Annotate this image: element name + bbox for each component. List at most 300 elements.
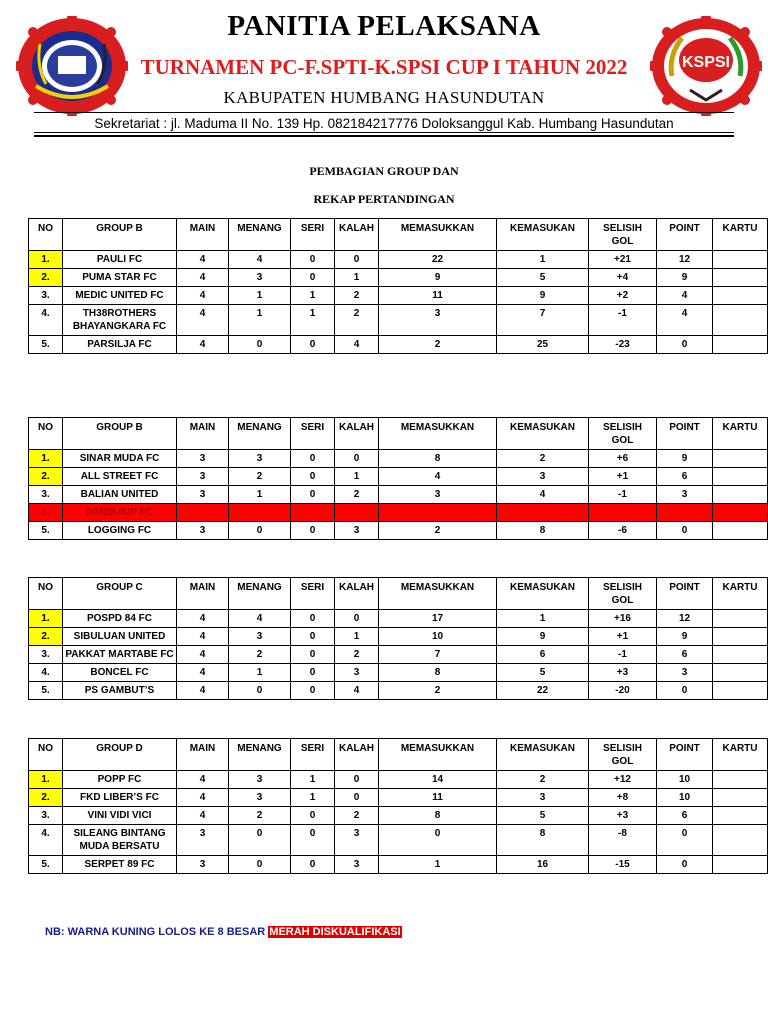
column-header-main: MAIN (177, 578, 229, 610)
column-header-kalah: KALAH (335, 219, 379, 251)
cell-no: 4. (29, 664, 63, 682)
cell-selisih: +1 (589, 468, 657, 486)
cell-memasukkan: 8 (379, 450, 497, 468)
cell-memasukkan: 2 (379, 522, 497, 540)
cell-kalah: 0 (335, 789, 379, 807)
cell-menang: 3 (229, 771, 291, 789)
cell-kalah (335, 504, 379, 522)
cell-no: 4. (29, 305, 63, 336)
cell-main: 4 (177, 287, 229, 305)
cell-no: 5. (29, 522, 63, 540)
table-row (29, 269, 768, 287)
cell-kartu (713, 305, 768, 336)
cell-kemasukan: 9 (497, 287, 589, 305)
cell-no: 3. (29, 807, 63, 825)
cell-kartu (713, 646, 768, 664)
column-header-kalah: KALAH (335, 578, 379, 610)
column-header-menang: MENANG (229, 578, 291, 610)
cell-kemasukan: 2 (497, 771, 589, 789)
table-row (29, 522, 768, 540)
cell-menang: 2 (229, 468, 291, 486)
cell-point: 9 (657, 628, 713, 646)
cell-memasukkan: 2 (379, 682, 497, 700)
cell-point: 6 (657, 807, 713, 825)
cell-kalah: 0 (335, 450, 379, 468)
divider-bottom-thick (34, 135, 734, 137)
cell-kartu (713, 251, 768, 269)
cell-no: 2. (29, 468, 63, 486)
column-header-kemasukan: KEMASUKAN (497, 418, 589, 450)
team-name: POSPD 84 FC (63, 610, 177, 628)
cell-memasukkan (379, 504, 497, 522)
cell-point: 10 (657, 789, 713, 807)
cell-no: 4. (29, 825, 63, 856)
cell-kartu (713, 287, 768, 305)
cell-main: 4 (177, 628, 229, 646)
cell-memasukkan: 11 (379, 287, 497, 305)
cell-selisih: -6 (589, 522, 657, 540)
cell-kemasukan: 3 (497, 468, 589, 486)
cell-selisih: +8 (589, 789, 657, 807)
table-row (29, 610, 768, 628)
cell-point: 6 (657, 646, 713, 664)
cell-main: 3 (177, 522, 229, 540)
cell-kartu (713, 486, 768, 504)
cell-point: 4 (657, 287, 713, 305)
cell-main: 4 (177, 664, 229, 682)
cell-kemasukan: 9 (497, 628, 589, 646)
cell-main: 4 (177, 251, 229, 269)
cell-selisih: +4 (589, 269, 657, 287)
cell-memasukkan: 22 (379, 251, 497, 269)
cell-kartu (713, 522, 768, 540)
column-header-main: MAIN (177, 418, 229, 450)
cell-selisih: -20 (589, 682, 657, 700)
cell-memasukkan: 3 (379, 305, 497, 336)
cell-menang: 0 (229, 682, 291, 700)
cell-seri: 0 (291, 522, 335, 540)
cell-main: 4 (177, 789, 229, 807)
cell-kartu (713, 682, 768, 700)
cell-menang: 3 (229, 628, 291, 646)
cell-kemasukan: 6 (497, 646, 589, 664)
cell-kartu (713, 807, 768, 825)
cell-kalah: 2 (335, 646, 379, 664)
team-name: SINAR MUDA FC (63, 450, 177, 468)
cell-no: 2. (29, 628, 63, 646)
cell-no: 5. (29, 682, 63, 700)
table-row (29, 336, 768, 354)
cell-kartu (713, 336, 768, 354)
table-header-row (29, 739, 768, 771)
cell-seri: 0 (291, 856, 335, 874)
column-header-kartu: KARTU (713, 418, 768, 450)
cell-no: 1. (29, 771, 63, 789)
cell-menang: 1 (229, 287, 291, 305)
cell-seri: 1 (291, 287, 335, 305)
cell-menang: 3 (229, 269, 291, 287)
cell-seri: 1 (291, 771, 335, 789)
column-header-point: POINT (657, 418, 713, 450)
cell-main (177, 504, 229, 522)
team-name: BALIAN UNITED (63, 486, 177, 504)
cell-kartu (713, 664, 768, 682)
column-header-kemasukan: KEMASUKAN (497, 578, 589, 610)
table-row (29, 251, 768, 269)
table-row (29, 856, 768, 874)
column-header-point: POINT (657, 739, 713, 771)
cell-selisih: -8 (589, 825, 657, 856)
cell-point: 10 (657, 771, 713, 789)
table-header-row (29, 418, 768, 450)
cell-selisih: +16 (589, 610, 657, 628)
cell-kalah: 3 (335, 856, 379, 874)
column-header-point: POINT (657, 219, 713, 251)
cell-seri: 0 (291, 486, 335, 504)
cell-memasukkan: 1 (379, 856, 497, 874)
cell-main: 3 (177, 856, 229, 874)
column-header-selisih: SELISIH GOL (589, 219, 657, 251)
team-name: PARSILJA FC (63, 336, 177, 354)
cell-no: 1. (29, 251, 63, 269)
column-header-menang: MENANG (229, 418, 291, 450)
team-name: PS GAMBUT’S (63, 682, 177, 700)
cell-point: 12 (657, 251, 713, 269)
column-header-menang: MENANG (229, 219, 291, 251)
cell-main: 4 (177, 305, 229, 336)
column-header-menang: MENANG (229, 739, 291, 771)
cell-seri: 0 (291, 251, 335, 269)
cell-seri: 0 (291, 807, 335, 825)
cell-no: 3. (29, 287, 63, 305)
cell-menang: 3 (229, 450, 291, 468)
cell-kartu (713, 789, 768, 807)
cell-main: 4 (177, 610, 229, 628)
cell-kalah: 3 (335, 825, 379, 856)
cell-main: 3 (177, 825, 229, 856)
cell-kalah: 3 (335, 664, 379, 682)
cell-point (657, 504, 713, 522)
cell-menang: 4 (229, 610, 291, 628)
region-name: KABUPATEN HUMBANG HASUNDUTAN (223, 88, 545, 107)
cell-main: 4 (177, 682, 229, 700)
cell-kalah: 0 (335, 610, 379, 628)
cell-main: 3 (177, 468, 229, 486)
cell-kemasukan (497, 504, 589, 522)
cell-kemasukan: 7 (497, 305, 589, 336)
column-header-kemasukan: KEMASUKAN (497, 219, 589, 251)
cell-point: 0 (657, 336, 713, 354)
team-name: PAULI FC (63, 251, 177, 269)
group-label: GROUP B (63, 418, 177, 450)
cell-kartu (713, 504, 768, 522)
table-row (29, 628, 768, 646)
cell-no: 2. (29, 789, 63, 807)
group-label: GROUP D (63, 739, 177, 771)
cell-point: 3 (657, 664, 713, 682)
table-row (29, 664, 768, 682)
team-name: POPP FC (63, 771, 177, 789)
column-header-no: NO (29, 739, 63, 771)
column-header-kemasukan: KEMASUKAN (497, 739, 589, 771)
column-header-kartu: KARTU (713, 219, 768, 251)
cell-point: 9 (657, 269, 713, 287)
cell-kemasukan: 2 (497, 450, 589, 468)
team-name: PUMA STAR FC (63, 269, 177, 287)
cell-main: 4 (177, 646, 229, 664)
column-header-seri: SERI (291, 739, 335, 771)
cell-kemasukan: 3 (497, 789, 589, 807)
cell-kalah: 0 (335, 251, 379, 269)
cell-memasukkan: 8 (379, 807, 497, 825)
cell-memasukkan: 8 (379, 664, 497, 682)
cell-selisih: +3 (589, 664, 657, 682)
column-header-selisih: SELISIH GOL (589, 739, 657, 771)
cell-seri: 0 (291, 610, 335, 628)
cell-seri: 1 (291, 305, 335, 336)
cell-kalah: 1 (335, 628, 379, 646)
team-name: PAKKAT MARTABE FC (63, 646, 177, 664)
column-header-memasukkan: MEMASUKKAN (379, 418, 497, 450)
table-row (29, 771, 768, 789)
column-header-no: NO (29, 578, 63, 610)
cell-memasukkan: 4 (379, 468, 497, 486)
group-table (28, 738, 768, 874)
legend-qualified: NB: WARNA KUNING LOLOS KE 8 BESAR (45, 926, 266, 938)
cell-no: 1. (29, 610, 63, 628)
cell-menang: 2 (229, 646, 291, 664)
cell-selisih: +12 (589, 771, 657, 789)
cell-memasukkan: 17 (379, 610, 497, 628)
cell-point: 0 (657, 825, 713, 856)
group-table (28, 577, 768, 700)
legend-note (45, 926, 402, 938)
cell-selisih: +21 (589, 251, 657, 269)
cell-seri: 0 (291, 825, 335, 856)
column-header-kartu: KARTU (713, 739, 768, 771)
table-row (29, 825, 768, 856)
cell-menang: 1 (229, 305, 291, 336)
cell-menang: 0 (229, 856, 291, 874)
cell-kemasukan: 1 (497, 251, 589, 269)
divider-top (34, 112, 734, 113)
cell-no: 2. (29, 269, 63, 287)
group-label: GROUP B (63, 219, 177, 251)
table-row (29, 450, 768, 468)
cell-main: 4 (177, 269, 229, 287)
cell-point: 4 (657, 305, 713, 336)
divider-bottom (34, 132, 734, 133)
cell-kemasukan: 4 (497, 486, 589, 504)
cell-seri: 1 (291, 789, 335, 807)
team-name: MEDIC UNITED FC (63, 287, 177, 305)
column-header-memasukkan: MEMASUKKAN (379, 219, 497, 251)
cell-kemasukan: 5 (497, 807, 589, 825)
cell-selisih: -1 (589, 646, 657, 664)
cell-seri: 0 (291, 468, 335, 486)
cell-main: 4 (177, 771, 229, 789)
cell-kemasukan: 16 (497, 856, 589, 874)
cell-main: 4 (177, 807, 229, 825)
table-row (29, 486, 768, 504)
table-header-row (29, 578, 768, 610)
section-subheading: REKAP PERTANDINGAN (313, 192, 455, 206)
cell-point: 0 (657, 522, 713, 540)
cell-memasukkan: 14 (379, 771, 497, 789)
column-header-point: POINT (657, 578, 713, 610)
table-header-row (29, 219, 768, 251)
column-header-kalah: KALAH (335, 739, 379, 771)
cell-kemasukan: 5 (497, 664, 589, 682)
cell-seri: 0 (291, 664, 335, 682)
column-header-no: NO (29, 219, 63, 251)
cell-menang: 4 (229, 251, 291, 269)
cell-menang: 0 (229, 336, 291, 354)
column-header-main: MAIN (177, 219, 229, 251)
cell-memasukkan: 2 (379, 336, 497, 354)
cell-kemasukan: 8 (497, 522, 589, 540)
cell-no: 5. (29, 336, 63, 354)
legend-disqualified: MERAH DISKUALIFIKASI (269, 926, 401, 938)
cell-memasukkan: 0 (379, 825, 497, 856)
cell-kalah: 4 (335, 336, 379, 354)
table-row (29, 646, 768, 664)
cell-kartu (713, 771, 768, 789)
cell-menang: 0 (229, 522, 291, 540)
kspsi-logo-text: KSPSI (681, 54, 731, 71)
table-row (29, 789, 768, 807)
cell-point: 6 (657, 468, 713, 486)
column-header-memasukkan: MEMASUKKAN (379, 578, 497, 610)
cell-no: 4. (29, 504, 63, 522)
cell-memasukkan: 7 (379, 646, 497, 664)
cell-kartu (713, 468, 768, 486)
team-name: FKD LIBER’S FC (63, 789, 177, 807)
cell-selisih: +2 (589, 287, 657, 305)
column-header-no: NO (29, 418, 63, 450)
cell-memasukkan: 10 (379, 628, 497, 646)
cell-memasukkan: 9 (379, 269, 497, 287)
cell-kalah: 2 (335, 305, 379, 336)
table-row (29, 682, 768, 700)
cell-selisih: +1 (589, 628, 657, 646)
cell-point: 9 (657, 450, 713, 468)
cell-point: 12 (657, 610, 713, 628)
team-name: VINI VIDI VICI (63, 807, 177, 825)
cell-seri: 0 (291, 646, 335, 664)
section-heading: PEMBAGIAN GROUP DAN (309, 164, 459, 178)
cell-kalah: 0 (335, 771, 379, 789)
group-label: GROUP C (63, 578, 177, 610)
cell-kalah: 4 (335, 682, 379, 700)
cell-kalah: 2 (335, 287, 379, 305)
team-name: BONCEL FC (63, 664, 177, 682)
cell-no: 3. (29, 486, 63, 504)
column-header-selisih: SELISIH GOL (589, 418, 657, 450)
cell-selisih: +3 (589, 807, 657, 825)
cell-kalah: 2 (335, 807, 379, 825)
cell-menang: 1 (229, 486, 291, 504)
cell-kalah: 1 (335, 468, 379, 486)
cell-main: 3 (177, 486, 229, 504)
cell-no: 1. (29, 450, 63, 468)
cell-kemasukan: 25 (497, 336, 589, 354)
cell-kalah: 3 (335, 522, 379, 540)
group-table (28, 417, 768, 540)
cell-selisih: +6 (589, 450, 657, 468)
column-header-seri: SERI (291, 418, 335, 450)
cell-menang: 2 (229, 807, 291, 825)
cell-selisih: -15 (589, 856, 657, 874)
cell-seri: 0 (291, 628, 335, 646)
page-title: PANITIA PELAKSANA (227, 10, 541, 42)
table-row (29, 305, 768, 336)
cell-kemasukan: 8 (497, 825, 589, 856)
cell-point: 0 (657, 682, 713, 700)
cell-memasukkan: 3 (379, 486, 497, 504)
cell-no: 3. (29, 646, 63, 664)
cell-kartu (713, 628, 768, 646)
cell-kartu (713, 825, 768, 856)
cell-selisih: -23 (589, 336, 657, 354)
team-name: SERPET 89 FC (63, 856, 177, 874)
team-name: SIBULUAN UNITED (63, 628, 177, 646)
cell-kartu (713, 450, 768, 468)
table-row (29, 807, 768, 825)
table-row (29, 468, 768, 486)
cell-menang: 3 (229, 789, 291, 807)
column-header-seri: SERI (291, 578, 335, 610)
cell-kemasukan: 1 (497, 610, 589, 628)
column-header-kalah: KALAH (335, 418, 379, 450)
cell-selisih: -1 (589, 305, 657, 336)
cell-menang: 1 (229, 664, 291, 682)
column-header-memasukkan: MEMASUKKAN (379, 739, 497, 771)
cell-menang: 0 (229, 825, 291, 856)
team-name: TH38ROTHERS BHAYANGKARA FC (63, 305, 177, 336)
cell-seri: 0 (291, 682, 335, 700)
cell-no: 5. (29, 856, 63, 874)
cell-selisih: -1 (589, 486, 657, 504)
column-header-main: MAIN (177, 739, 229, 771)
cell-memasukkan: 11 (379, 789, 497, 807)
cell-kartu (713, 269, 768, 287)
cell-main: 4 (177, 336, 229, 354)
cell-seri: 0 (291, 450, 335, 468)
cell-kalah: 2 (335, 486, 379, 504)
team-name: SILEANG BINTANG MUDA BERSATU (63, 825, 177, 856)
secretariat-address: Sekretariat : jl. Maduma II No. 139 Hp. 082184217776 Doloksanggul Kab. Humbang Hasundutan (94, 116, 674, 131)
cell-kemasukan: 5 (497, 269, 589, 287)
team-name: LOGGING FC (63, 522, 177, 540)
cell-kartu (713, 610, 768, 628)
column-header-seri: SERI (291, 219, 335, 251)
team-name: ALL STREET FC (63, 468, 177, 486)
cell-menang (229, 504, 291, 522)
table-row (29, 287, 768, 305)
column-header-selisih: SELISIH GOL (589, 578, 657, 610)
cell-main: 3 (177, 450, 229, 468)
team-name: PANDUSIP FC (63, 504, 177, 522)
cell-kartu (713, 856, 768, 874)
column-header-kartu: KARTU (713, 578, 768, 610)
cell-kalah: 1 (335, 269, 379, 287)
cell-kemasukan: 22 (497, 682, 589, 700)
cell-selisih (589, 504, 657, 522)
group-table (28, 218, 768, 354)
cell-seri: 0 (291, 269, 335, 287)
cell-point: 3 (657, 486, 713, 504)
